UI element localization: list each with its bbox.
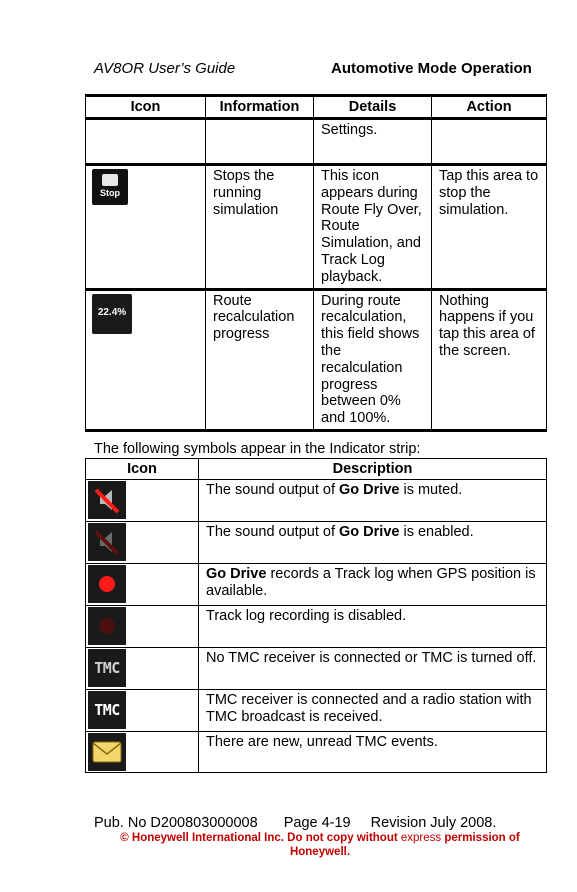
stop-icon [92,169,128,205]
track-log-disabled-icon [88,607,126,645]
footer-publication-line [94,815,496,831]
column-header: Icon [86,459,199,480]
page-number: Page 4-19 [283,815,351,831]
description-cell: Track log recording is disabled. [199,606,547,648]
track-log-recording-icon [88,565,126,603]
info-cell: Route recalculation progress [206,289,314,430]
info-cell [206,119,314,165]
table-row [86,522,547,564]
column-header: Description [199,459,547,480]
revision-date: Revision July 2008. [370,815,497,831]
table-row [86,119,547,165]
tmc-on-icon: TMC [88,691,126,729]
column-header: Action [432,96,547,119]
icon-cell [86,165,206,290]
stop-icon-label: Stop [100,188,120,199]
tmc-off-icon: TMC [88,649,126,687]
column-header: Icon [86,96,206,119]
description-cell: There are new, unread TMC events. [199,732,547,773]
description-cell: The sound output of Go Drive is muted. [199,480,547,522]
tmc-events-envelope-icon [88,733,126,771]
action-cell: Nothing happens if you tap this area of the screen. [432,289,547,430]
column-header: Information [206,96,314,119]
icon-cell [86,119,206,165]
details-cell: This icon appears during Route Fly Over, Route Simulation, and Track Log playback. [314,165,432,290]
header-guide-title: AV8OR User’s Guide [94,60,236,77]
table-row [86,648,547,690]
indicator-symbols-table [85,458,547,773]
table-row [86,732,547,773]
description-cell: TMC receiver is connected and a radio station with TMC broadcast is received. [199,690,547,732]
icon-cell [86,522,199,564]
description-cell: The sound output of Go Drive is enabled. [199,522,547,564]
table-header-row [86,459,547,480]
icon-cell [86,289,206,430]
table-row [86,480,547,522]
icon-info-table [85,94,547,432]
publication-number: Pub. No D200803000008 [94,815,258,831]
details-cell: Settings. [314,119,432,165]
column-header: Details [314,96,432,119]
icon-cell [86,606,199,648]
table-row [86,165,547,290]
copyright-notice: © Honeywell International Inc. Do not copy without express permission of Honeywell. [120,832,520,858]
description-cell: Go Drive records a Track log when GPS position is available. [199,564,547,606]
icon-cell [86,480,199,522]
sound-muted-icon [88,481,126,519]
action-cell: Tap this area to stop the simulation. [432,165,547,290]
info-cell: Stops the running simulation [206,165,314,290]
table-header-row [86,96,547,119]
action-cell [432,119,547,165]
indicator-strip-intro: The following symbols appear in the Indicator strip: [94,441,421,457]
icon-cell [86,648,199,690]
table-row [86,606,547,648]
icon-cell [86,732,199,773]
table-row [86,690,547,732]
table-row [86,564,547,606]
sound-enabled-icon [88,523,126,561]
icon-cell [86,564,199,606]
header-section-title: Automotive Mode Operation [331,60,532,77]
details-cell: During route recalculation, this field shows the recalculation progress between 0% and 100%. [314,289,432,430]
icon-cell [86,690,199,732]
table-row [86,289,547,430]
recalculation-progress-icon: 22.4% [92,294,132,334]
description-cell: No TMC receiver is connected or TMC is turned off. [199,648,547,690]
